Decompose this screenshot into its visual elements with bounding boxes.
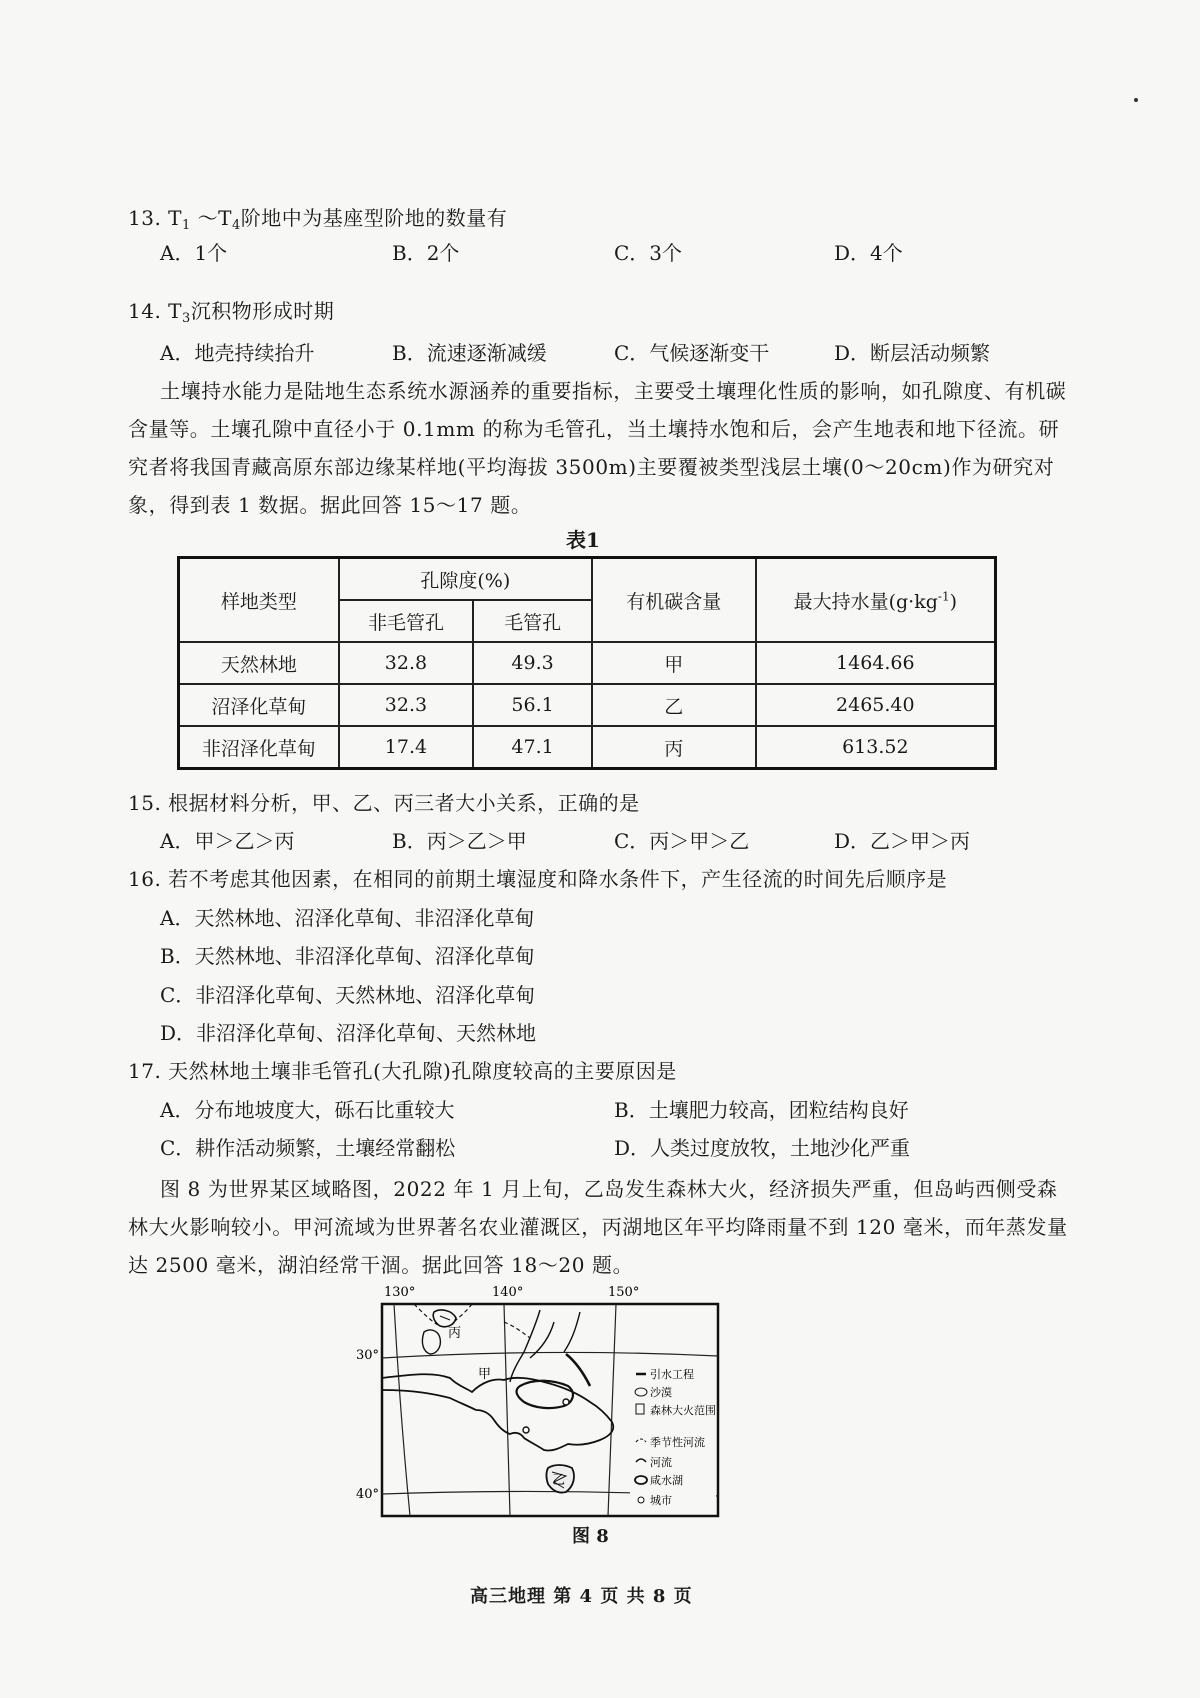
question-17-stem: 17. 天然林地土壤非毛管孔(大孔隙)孔隙度较高的主要原因是 [128, 1059, 677, 1083]
q14-option-d: D．断层活动频繁 [834, 341, 991, 365]
table-row [179, 642, 996, 684]
q17-option-a: A．分布地坡度大，砾石比重较大 [160, 1098, 455, 1122]
cell-non-capillary: 32.3 [339, 684, 474, 726]
q17-option-b: B．土壤肥力较高，团粒结构良好 [614, 1098, 909, 1122]
desert-area [422, 1330, 440, 1354]
q17-option-c: C．耕作活动频繁，土壤经常翻松 [160, 1136, 456, 1160]
city-marker [523, 1427, 529, 1433]
label-jia: 甲 [478, 1367, 492, 1382]
soil-table [177, 556, 997, 770]
header-water: 最大持水量$(g\cdot kg^{-1})$ [756, 558, 996, 643]
cell-carbon: 甲 [592, 642, 756, 684]
cell-capillary: 49.3 [473, 642, 592, 684]
q16-option-a: A．天然林地、沼泽化草甸、非沼泽化草甸 [160, 906, 535, 930]
question-15-stem: 15. 根据材料分析，甲、乙、丙三者大小关系，正确的是 [128, 791, 640, 815]
legend-fire: 森林大火范围 [650, 1404, 716, 1417]
cell-site: 非沼泽化草甸 [179, 726, 339, 769]
cell-site: 天然林地 [179, 642, 339, 684]
q16-option-b: B．天然林地、非沼泽化草甸、沼泽化草甸 [160, 944, 535, 968]
q15-option-c: C．丙＞甲＞乙 [614, 829, 750, 853]
lake-fill-line [440, 1316, 450, 1320]
cell-non-capillary: 32.8 [339, 642, 474, 684]
table-row [179, 726, 996, 769]
table-caption: 表1 [566, 528, 600, 552]
q13-option-b: B．2个 [392, 241, 460, 265]
header-carbon: 有机碳含量 [592, 558, 756, 643]
mainland-coastline [382, 1374, 613, 1450]
cell-carbon: 乙 [592, 684, 756, 726]
cell-capillary: 56.1 [473, 684, 592, 726]
q14-option-c: C．气候逐渐变干 [614, 341, 770, 365]
cell-site: 沼泽化草甸 [179, 684, 339, 726]
region-map [354, 1282, 754, 1520]
lon-label-130: 130° [384, 1285, 416, 1300]
legend-diversion: 引水工程 [650, 1368, 694, 1381]
q15-option-b: B．丙＞乙＞甲 [392, 829, 527, 853]
q14-option-b: B．流速逐渐减缓 [392, 341, 547, 365]
lon-label-150: 150° [608, 1285, 640, 1300]
label-bing: 丙 [448, 1326, 462, 1341]
legend-salt-lake: 咸水湖 [650, 1474, 683, 1487]
q15-option-d: D．乙＞甲＞丙 [834, 829, 971, 853]
legend-seasonal-river: 季节性河流 [650, 1436, 705, 1449]
cell-water: 613.52 [756, 726, 996, 769]
q15-option-a: A．甲＞乙＞丙 [160, 829, 295, 853]
passage-soil: 土壤持水能力是陆地生态系统水源涵养的重要指标，主要受土壤理化性质的影响，如孔隙度、有机碳含量等。土壤孔隙中直径小于 0.1mm 的称为毛管孔，当土壤持水饱和后，会产生地表和地下径流。研究者将我国青藏高原东部边缘某样地(平均海拔 3500m)主要覆被类型浅层土壤(0～20cm)作为研究对象，得到表 1 数据。据此回答 15～17 题。 [128, 379, 1067, 517]
header-non-capillary: 非毛管孔 [339, 600, 474, 642]
lat-label-40: 40° [356, 1487, 380, 1502]
figure-caption: 图 8 [572, 1526, 609, 1547]
water-diversion [566, 1354, 590, 1386]
legend-desert: 沙漠 [650, 1386, 672, 1399]
q14-option-a: A．地壳持续抬升 [160, 341, 315, 365]
question-13-stem: 13. $T_1$ $\sim T_4$阶地中为基座型阶地的数量有 [128, 206, 508, 233]
q13-option-c: C．3个 [614, 241, 683, 265]
legend-city-symbol [638, 1497, 644, 1503]
rivers [510, 1310, 580, 1382]
cell-water: 1464.66 [756, 642, 996, 684]
passage-map: 图 8 为世界某区域略图，2022 年 1 月上旬，乙岛发生森林大火，经济损失严重，但岛屿西侧受森林大火影响较小。甲河流域为世界著名农业灌溉区，丙湖地区年平均降雨量不到 120 毫米，而年蒸发量达 2500 毫米，湖泊经常干涸。据此回答 18～20 题。 [128, 1177, 1068, 1277]
header-site: 样地类型 [179, 558, 339, 643]
cell-capillary: 47.1 [473, 726, 592, 769]
legend-river: 河流 [650, 1456, 672, 1469]
q16-option-c: C．非沼泽化草甸、天然林地、沼泽化草甸 [160, 983, 536, 1007]
scan-speck [1134, 98, 1138, 102]
header-capillary: 毛管孔 [473, 600, 592, 642]
cell-carbon: 丙 [592, 726, 756, 769]
q13-option-a: A．1个 [160, 241, 228, 265]
lon-label-140: 140° [492, 1285, 524, 1300]
legend-city: 城市 [650, 1494, 672, 1507]
cell-non-capillary: 17.4 [339, 726, 474, 769]
table-row [179, 684, 996, 726]
label-yi: 乙 [552, 1473, 566, 1488]
lat-label-30: 30° [356, 1348, 380, 1363]
map-legend [630, 1366, 716, 1514]
q16-option-d: D．非沼泽化草甸、沼泽化草甸、天然林地 [160, 1021, 537, 1045]
question-16-stem: 16. 若不考虑其他因素，在相同的前期土壤湿度和降水条件下，产生径流的时间先后顺序是 [128, 867, 948, 891]
question-14-stem: 14. $T_3$沉积物形成时期 [128, 299, 335, 326]
header-porosity: 孔隙度(%) [339, 558, 592, 601]
q13-option-d: D．4个 [834, 241, 903, 265]
city-marker [563, 1399, 569, 1405]
page-footer: 高三地理 第 4 页 共 8 页 [470, 1586, 693, 1607]
cell-water: 2465.40 [756, 684, 996, 726]
seasonal-rivers [414, 1304, 530, 1338]
q17-option-d: D．人类过度放牧，土地沙化严重 [614, 1136, 911, 1160]
